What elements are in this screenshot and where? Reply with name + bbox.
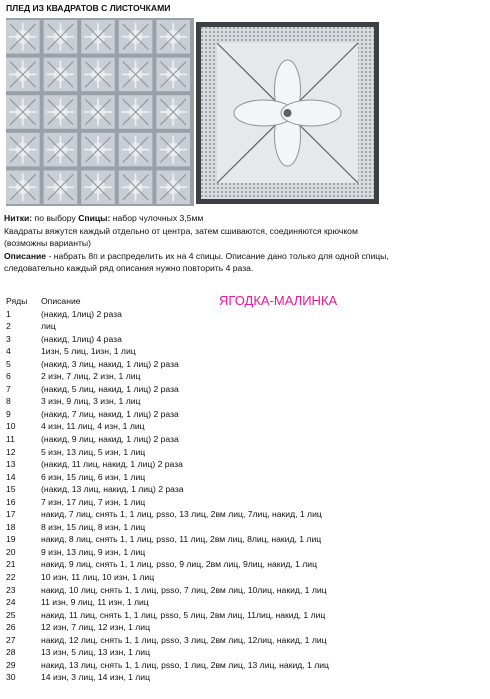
row-number: 19: [6, 534, 16, 545]
intro-text: [4, 212, 486, 275]
table-row: [4, 646, 486, 659]
table-row: [4, 458, 486, 471]
row-number: 15: [6, 484, 16, 495]
table-row: [4, 621, 486, 634]
row-instruction: накид, 11 лиц, снять 1, 1 лиц, psso, 5 лиц, 2вм лиц, 11лиц, накид, 1 лиц: [41, 609, 326, 620]
pattern-table: [4, 295, 486, 684]
table-row: [4, 571, 486, 584]
row-instruction: 9 изн, 13 лиц, 9 изн, 1 лиц: [41, 546, 146, 557]
row-instruction: 12 изн, 7 лиц, 12 изн, 1 лиц: [41, 622, 150, 633]
row-instruction: (накид, 3 лиц, накид, 1 лиц) 2 раза: [41, 358, 179, 369]
table-row: [4, 333, 486, 346]
row-instruction: 13 изн, 5 лиц, 13 изн, 1 лиц: [41, 647, 150, 658]
row-number: 21: [6, 559, 16, 570]
row-number: 22: [6, 572, 16, 583]
row-instruction: 2 изн, 7 лиц, 2 изн, 1 лиц: [41, 371, 141, 382]
row-number: 10: [6, 421, 16, 432]
blanket-photo: [6, 18, 194, 206]
table-row: [4, 420, 486, 433]
row-number: 18: [6, 521, 16, 532]
row-number: 29: [6, 659, 16, 670]
row-number: 1: [6, 308, 11, 319]
row-number: 16: [6, 496, 16, 507]
square-photo: [196, 22, 379, 204]
row-number: 11: [6, 434, 15, 445]
row-number: 5: [6, 358, 11, 369]
row-number: 3: [6, 333, 11, 344]
row-instruction: лиц: [41, 321, 56, 332]
berry-heading: ЯГОДКА-МАЛИНКА: [219, 293, 338, 308]
row-number: 25: [6, 609, 16, 620]
repeat-note: следовательно каждый ряд описания нужно повторить 4 раза.: [4, 263, 254, 274]
row-instruction: 3 изн, 9 лиц, 3 изн, 1 лиц: [41, 396, 141, 407]
description-line: Описание - набрать 8п и распределить их на 4 спицы. Описание дано только для одной спицы,: [4, 250, 389, 261]
row-instruction: (накид, 1лиц) 4 раза: [41, 333, 122, 344]
row-number: 13: [6, 459, 16, 470]
table-row: [4, 395, 486, 408]
row-instruction: (накид, 9 лиц, накид, 1 лиц) 2 раза: [41, 434, 179, 445]
row-instruction: накид, 13 лиц, снять 1, 1 лиц, psso, 1 лиц, 2вм лиц, 13 лиц, накид, 1 лиц: [41, 659, 329, 670]
row-number: 30: [6, 672, 16, 683]
row-number: 17: [6, 509, 16, 520]
table-row: [4, 659, 486, 672]
table-row: [4, 471, 486, 484]
assembly-line: Квадраты вяжутся каждый отдельно от центра, затем сшиваются, соединяются крючком: [4, 225, 358, 236]
row-instruction: 8 изн, 15 лиц, 8 изн, 1 лиц: [41, 521, 146, 532]
table-row: [4, 508, 486, 521]
row-instruction: 7 изн, 17 лиц, 7 изн, 1 лиц: [41, 496, 146, 507]
table-row: [4, 634, 486, 647]
table-row: [4, 483, 486, 496]
page-title: ПЛЕД ИЗ КВАДРАТОВ С ЛИСТОЧКАМИ: [6, 3, 171, 13]
row-number: 6: [6, 371, 11, 382]
row-instruction: (накид, 13 лиц, накид, 1 лиц) 2 раза: [41, 484, 184, 495]
table-row: [4, 433, 486, 446]
row-instruction: накид, 12 лиц, снять 1, 1 лиц, psso, 3 лиц, 2вм лиц, 12лиц, накид, 1 лиц: [41, 634, 327, 645]
row-instruction: 1изн, 5 лиц, 1изн, 1 лиц: [41, 346, 136, 357]
row-number: 2: [6, 321, 11, 332]
row-instruction: накид, 9 лиц, снять 1, 1 лиц, psso, 9 лиц, 2вм лиц, 9лиц, накид, 1 лиц: [41, 559, 318, 570]
table-row: [4, 671, 486, 684]
table-row: [4, 609, 486, 622]
row-number: 14: [6, 471, 16, 482]
table-row: [4, 408, 486, 421]
row-instruction: (накид, 11 лиц, накид, 1 лиц) 2 раза: [41, 459, 183, 470]
row-instruction: 10 изн, 11 лиц, 10 изн, 1 лиц: [41, 572, 155, 583]
photos: [4, 18, 486, 208]
row-number: 4: [6, 346, 11, 357]
row-instruction: 14 изн, 3 лиц, 14 изн, 1 лиц: [41, 672, 150, 683]
row-instruction: 5 изн, 13 лиц, 5 изн, 1 лиц: [41, 446, 146, 457]
row-number: 7: [6, 383, 11, 394]
row-number: 28: [6, 647, 16, 658]
table-row: [4, 320, 486, 333]
table-row: [4, 584, 486, 597]
row-instruction: (накид, 5 лиц, накид, 1 лиц) 2 раза: [41, 383, 179, 394]
row-instruction: накид, 7 лиц, снять 1, 1 лиц, psso, 13 лиц, 2вм лиц, 7лиц, накид, 1 лиц: [41, 509, 322, 520]
table-row: [4, 358, 486, 371]
table-row: [4, 308, 486, 321]
row-number: 12: [6, 446, 16, 457]
table-row: [4, 446, 486, 459]
table-row: [4, 496, 486, 509]
row-instruction: 11 изн, 9 лиц, 11 изн, 1 лиц: [41, 597, 149, 608]
row-number: 24: [6, 597, 16, 608]
row-instruction: накид, 10 лиц, снять 1, 1 лиц, psso, 7 лиц, 2вм лиц, 10лиц, накид, 1 лиц: [41, 584, 327, 595]
table-row: [4, 558, 486, 571]
table-row: [4, 521, 486, 534]
table-row: [4, 533, 486, 546]
table-row: [4, 345, 486, 358]
row-instruction: накид, 8 лиц, снять 1, 1 лиц, psso, 11 лиц, 2вм лиц, 8лиц, накид, 1 лиц: [41, 534, 322, 545]
row-number: 20: [6, 546, 16, 557]
desc-column-header: Описание: [41, 296, 81, 306]
row-instruction: 6 изн, 15 лиц, 6 изн, 1 лиц: [41, 471, 146, 482]
row-instruction: (накид, 7 лиц, накид, 1 лиц) 2 раза: [41, 408, 179, 419]
table-row: [4, 370, 486, 383]
row-instruction: (накид, 1лиц) 2 раза: [41, 308, 122, 319]
row-number: 23: [6, 584, 16, 595]
yarn-line: Нитки: по выбору Спицы: набор чулочных 3,5мм: [4, 213, 204, 223]
table-header: [4, 295, 486, 308]
row-number: 27: [6, 634, 16, 645]
variants-line: (возможны варианты): [4, 238, 91, 249]
row-instruction: 4 изн, 11 лиц, 4 изн, 1 лиц: [41, 421, 145, 432]
table-row: [4, 383, 486, 396]
rows-column-header: Ряды: [6, 296, 28, 306]
row-number: 9: [6, 408, 11, 419]
table-row: [4, 546, 486, 559]
table-row: [4, 596, 486, 609]
row-number: 26: [6, 622, 16, 633]
row-number: 8: [6, 396, 11, 407]
